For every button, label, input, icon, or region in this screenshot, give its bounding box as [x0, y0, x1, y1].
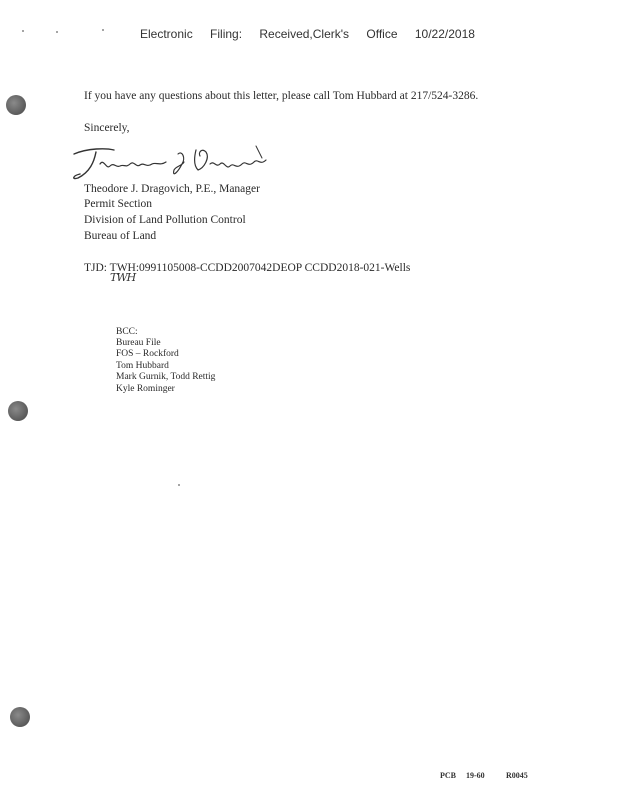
scan-speck	[22, 30, 24, 32]
bcc-recipient: Mark Gurnik, Todd Rettig	[116, 372, 216, 382]
bcc-recipient: Kyle Rominger	[116, 384, 175, 394]
handwritten-initials: TWH	[110, 271, 136, 284]
bcc-recipient: FOS – Rockford	[116, 349, 179, 359]
scan-speck	[56, 31, 58, 33]
bcc-recipient: Bureau File	[116, 338, 161, 348]
footer-page-ref: R0045	[506, 771, 528, 780]
filing-stamp-word-received: Received,Clerk's	[259, 27, 350, 41]
filing-stamp-word-office: Office	[366, 27, 398, 41]
filing-stamp-date: 10/22/2018	[414, 27, 475, 41]
footer-prefix: PCB	[440, 771, 456, 780]
salutation: Sincerely,	[84, 122, 130, 134]
scan-speck	[178, 484, 180, 486]
signatory-title-line: Division of Land Pollution Control	[84, 214, 246, 226]
handwritten-signature	[70, 140, 280, 182]
filing-stamp-word-electronic: Electronic	[140, 27, 193, 41]
closing-question-line: If you have any questions about this letter, please call Tom Hubbard at 217/524-3286.	[84, 90, 479, 102]
reference-line: TJD: TWH:0991105008-CCDD2007042DEOP CCDD2018-021-Wells	[84, 262, 411, 274]
filing-stamp	[140, 27, 475, 41]
punch-hole-middle	[8, 401, 28, 421]
punch-hole-top	[6, 95, 26, 115]
punch-hole-bottom	[10, 707, 30, 727]
signatory-title-line: Bureau of Land	[84, 230, 157, 242]
bcc-recipient: Tom Hubbard	[116, 361, 169, 371]
filing-stamp-word-filing: Filing:	[210, 27, 243, 41]
scan-speck	[102, 29, 104, 31]
signatory-name: Theodore J. Dragovich, P.E., Manager	[84, 183, 260, 195]
footer-case-number: 19-60	[466, 771, 485, 780]
bcc-label: BCC:	[116, 327, 138, 337]
signatory-title-line: Permit Section	[84, 198, 153, 210]
